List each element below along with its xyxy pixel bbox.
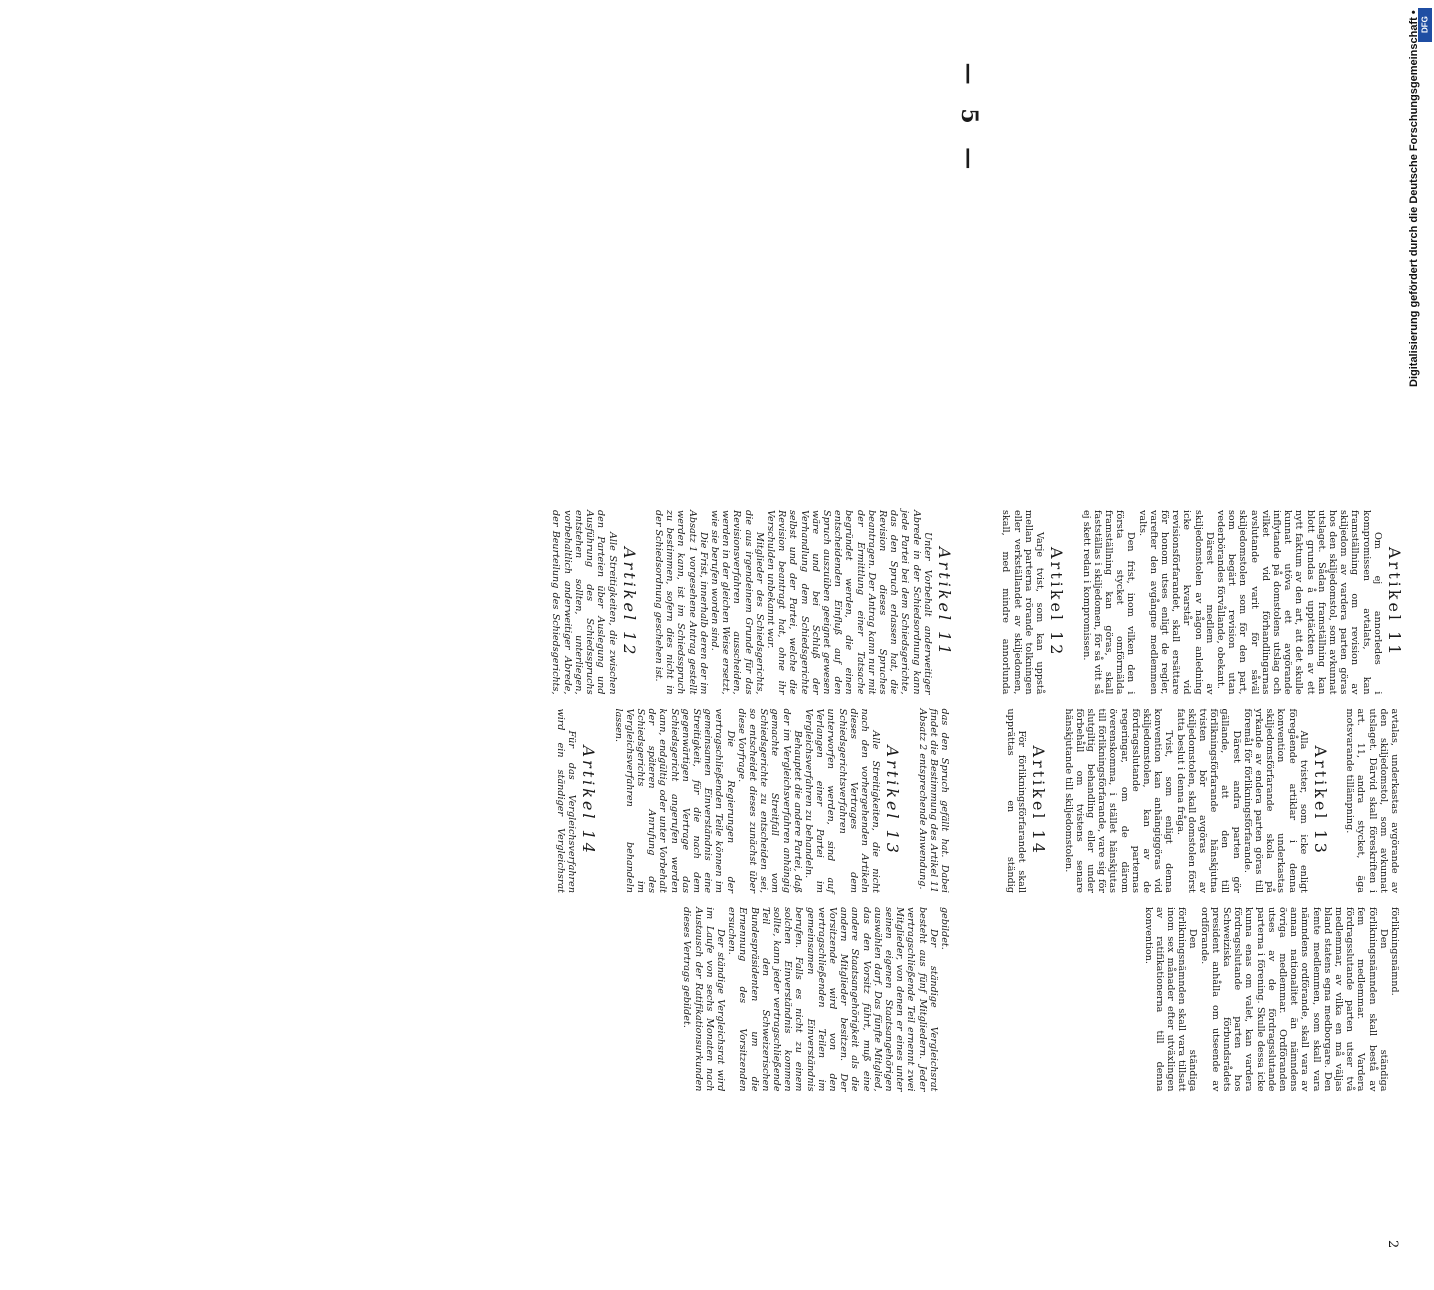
swedish-paragraph: Alla tvister, som icke enligt föregående artiklar i denna konvention underkastas skiljedomsförfarande skola på yrkande av endera parten göras till föremål för förlikningsförfarande. [1241, 708, 1309, 893]
signature-mark: 2 [1385, 1240, 1400, 1249]
german-paragraph: Alle Streitigkeiten, die zwischen den Parteien über Auslegung und Ausführung des Schiedsspruchs entstehen sollten, unterliegen, vorbehaltlich anderweitiger Abrede, der Beurteilung des Schiedsgerichts, das den Spruch gefällt hat. Dabei findet die Bestimmung des Artikel 11 Absatz 2 entsprechende Anwendung. [550, 510, 950, 893]
swedish-article [1062, 708, 1330, 894]
german-article-title: Artikel 14 [579, 745, 599, 856]
swedish-article-title: Artikel 13 [1310, 745, 1330, 856]
german-article-title: Artikel 11 [935, 547, 954, 658]
swedish-paragraph: Om ej annorledes i kompromissen avtalats, kan framställning om revision av skiljedom av vardera parten göras hos den skiljedomstol, som avkunnat utslaget. Sådan framställning kan blott grundas å upptäckten av ett nytt faktum av den art, att det skulle kunnat utöva ett avgörande inflytande på domstolens utslag och vilket vid förhandlingarnas avslutande varit för såväl skiljedomstolen som för den part, som begärt revision utan vederbörandes förvållande, obekant. [1214, 510, 1383, 695]
german-paragraph: Die Frist, innerhalb deren der im Absatz 1 vorgesehene Antrag gestellt werden kann, ist im Schiedsspruch zu bestimmen, sofern dies nicht in der Schiedsordnung geschehen ist. [652, 510, 709, 695]
german-paragraph: Unter Vorbehalt anderweitiger Abrede in der Schiedsordnung kann jede Partei bei dem Schiedsgerichte, das den Spruch erlassen hat, die Revision dieses Spruches beantragen. Der Antrag kann nur mit der Ermittlung einer Tatsache begründet werden, die einen entscheidenden Einfluß auf den Spruch auszuüben geeignet gewesen wäre und bei Schluß der Verhandlung dem Schiedsgerichte selbst und der Partei, welche die Revision beantragt hat, ohne ihr Verschulden unbekannt war. [764, 510, 933, 695]
german-paragraph: Die Regierungen der vertragschließenden Teile können im gemeinsamen Einverständnis eine Streitigkeit, für die nach dem gegenwärtigen Vertrage das Schiedsgericht angerufen werden kann, endgültig oder unter Vorbehalt der späteren Anrufung des Schiedsgerichts im Vergleichsverfahren behandeln lassen. [612, 708, 736, 893]
german-paragraph: Für das Vergleichsverfahren wird ein ständiger Vergleichsrat gebildet. [554, 708, 950, 950]
swedish-paragraph: Den ständiga förlikningsnämnden skall vara tillsatt inom sex månader efter utväxlingen av ratifikationerna till denna konvention. [1142, 907, 1199, 1092]
swedish-article-title: Artikel 11 [1385, 547, 1404, 658]
dfg-badge: DFG [1418, 8, 1432, 42]
german-article-title: Artikel 13 [883, 745, 903, 856]
swedish-article-title: Artikel 14 [1029, 745, 1049, 856]
german-article [652, 510, 954, 695]
german-paragraph: Alle Streitigkeiten, die nicht nach den vorhergehenden Artikeln dieses Vertrages dem Schiedsgerichtsverfahren unterworfen werden, sind auf Verlangen einer Partei im Vergleichsverfahren zu behandeln. [802, 708, 882, 893]
digitization-credit: Digitalisierung gefördert durch die Deutsche Forschungsgemeinschaft • [1408, 10, 1420, 387]
german-text-column [550, 510, 954, 1290]
swedish-paragraph: Tvist, som enligt denna konvention kan anhängiggöras vid skiljedomstolen, kan av de fördragsslutande parternas regeringar, om de därom överenskomma, i stället hänskjutas till förlikningsförfarande, vare sig för slutgiltig behandling eller under förbehåll om tvistens senare hänskjutande till skiljedomstolen. [1062, 708, 1175, 893]
document-page [110, 40, 1420, 1249]
swedish-paragraph: Den ständiga förlikningsnämnden skall bestå av fem medlemmar. Vardera fördragsslutande parten utser två medlemmar, av vilka en må väljas bland statens egna medborgare. Den femte medlemmen, som skall vara nämndens ordförande, skall vara av annan nationalitet än nämndens övriga medlemmar. Ordföranden utses av de fördragsslutande parterna i förening. Skulle dessa icke kunna enas om valet, kan vardera fördragsslutande parten hos Schweiziska förbundsrådets president anhålla om utseende av ordförande. [1198, 907, 1389, 1092]
swedish-text-column [1000, 510, 1404, 1290]
swedish-article [1080, 510, 1404, 695]
swedish-article-title: Artikel 12 [1047, 547, 1067, 658]
german-paragraph: Der ständige Vergleichsrat wird im Laufe von sechs Monaten nach Austausch der Ratifikationsurkunden dieses Vertrags gebildet. [681, 907, 726, 1092]
swedish-paragraph: Den frist, inom vilken den i första stycket omförmälda framställning kan göras, skall fastställas i skiljedomen, för så vitt så ej skett redan i kompromissen. [1080, 510, 1137, 695]
swedish-paragraph: Varje tvist, som kan uppstå mellan parterna rörande tolkningen eller verkställandet av skiljedomen, skall, med mindre annorlunda avtalas, underkastas avgörande av den skiljedomstol, som avkunnat utslaget. Därvid skall föreskriften i art. 11, andra stycket, äga motsvarande tillämpning. [1000, 510, 1400, 893]
page-number: — 5 — [956, 62, 982, 178]
german-article-title: Artikel 12 [619, 547, 639, 658]
swedish-paragraph: Därest medlem av skiljedomstolen av någon anledning icke kvarstår vid revisionsförfarandet, skall ersättare för honom utses enligt de regler, varefter den avgångne medlemmen valts. [1136, 510, 1215, 695]
swedish-paragraph: För förlikningsförfarandet skall upprättas en ständig förlikningsnämnd. [1004, 708, 1400, 996]
german-paragraph: Behauptet die andere Partei, daß der im Vergleichsverfahren anhängig gemachte Streitfall vom Schiedsgerichte zu entscheiden sei, so entscheidet dieses zunächst über diese Vorfrage. [735, 708, 803, 893]
german-paragraph: Mitglieder des Schiedsgerichts, die aus irgendeinem Grunde für das Revisionsverfahren ausscheiden, werden in der gleichen Weise ersetzt, wie sie berufen worden sind. [708, 510, 765, 695]
german-paragraph: Der ständige Vergleichsrat besteht aus fünf Mitgliedern. Jeder vertragschließende Teil ernennt zwei Mitglieder, von denen er eines unter seinen eigenen Staatsangehörigen auswählen darf. Das fünfte Mitglied, das den Vorsitz führt, muß eine andere Staatsangehörigkeit als die andern Mitglieder besitzen. Der Vorsitzende wird von den vertragschließenden Teilen im gemeinsamen Einverständnis berufen. Falls es nicht zu einem solchen Einverständnis kommen sollte, kann jeder vertragschließende Teil den Schweizerischen Bundespräsidenten um die Ernennung des Vorsitzenden ersuchen. [726, 907, 939, 1092]
german-article [612, 708, 903, 894]
swedish-paragraph: Därest andra parten gör gällande, att den till förlikningsförfarande hänskjutna tvisten bör avgöras av skiljedomstolen, skall domstolen först fatta beslut i denna fråga. [1174, 708, 1242, 893]
